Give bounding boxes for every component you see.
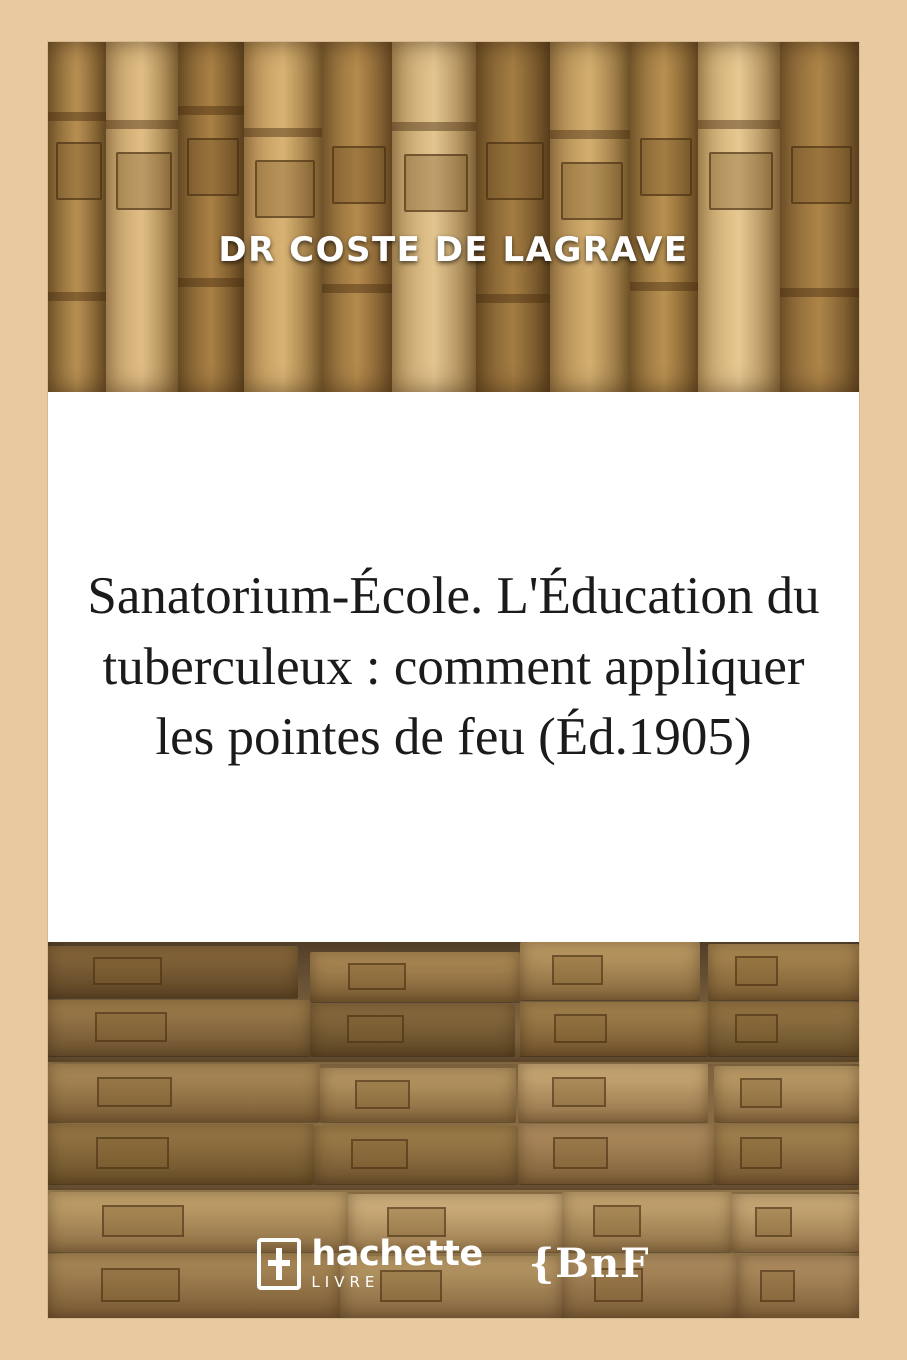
book-label (351, 1139, 408, 1170)
spine-label (116, 152, 172, 210)
book-label (102, 1205, 184, 1237)
book-label (735, 956, 778, 986)
book-label (755, 1207, 792, 1238)
book-spine (392, 42, 476, 392)
book-label (552, 955, 603, 986)
spine-label (404, 154, 468, 212)
spine-label (255, 160, 315, 218)
spine-label (332, 146, 386, 204)
book-spine (244, 42, 322, 392)
spine-band (178, 106, 244, 115)
stacked-book (310, 1004, 515, 1056)
stacked-book (714, 1066, 859, 1122)
spine-label (56, 142, 102, 200)
spine-band (322, 284, 392, 293)
book-title: Sanatorium-École. L'Éducation du tuberculeux : comment appliquer les pointes de feu (Éd.1905) (87, 567, 820, 767)
author-name: DR COSTE DE LAGRAVE (218, 230, 689, 270)
book-label (97, 1077, 172, 1108)
book-shelf-row (48, 942, 859, 1062)
stacked-book (48, 946, 298, 998)
spine-label (187, 138, 239, 196)
book-spine (322, 42, 392, 392)
spine-band (698, 120, 780, 129)
book-label (552, 1077, 605, 1108)
publisher-logos (48, 1234, 859, 1291)
book-label (735, 1014, 778, 1043)
stacked-book (314, 1126, 518, 1184)
spine-band (780, 288, 859, 297)
book-label (348, 963, 407, 990)
book-label (740, 1078, 782, 1108)
spine-label (791, 146, 852, 204)
spine-band (630, 282, 698, 291)
hachette-livre-logo (257, 1234, 483, 1291)
book-shelf-row (48, 1064, 859, 1190)
book-label (96, 1137, 169, 1169)
stacked-book (520, 1002, 708, 1056)
book-label (355, 1080, 410, 1109)
book-label (553, 1137, 608, 1169)
spine-label (486, 142, 543, 200)
stacked-book (708, 944, 859, 1000)
book-label (387, 1207, 447, 1238)
stacked-book (714, 1124, 859, 1184)
book-spine (476, 42, 550, 392)
book-spine (48, 42, 106, 392)
hachette-wordmark (311, 1234, 483, 1291)
spine-band (106, 120, 178, 129)
book-label (554, 1014, 607, 1043)
spine-band (392, 122, 476, 131)
bnf-logo-icon: {BnF (528, 1240, 650, 1287)
cover-photo-top (48, 42, 859, 392)
spine-band (476, 294, 550, 303)
book-spine (630, 42, 698, 392)
book-label (740, 1137, 782, 1169)
stacked-book (518, 1124, 714, 1184)
cover-photo-bottom (48, 942, 859, 1318)
hachette-livre-subtitle: LIVRE (311, 1273, 380, 1291)
spine-band (178, 278, 244, 287)
book-label (593, 1205, 641, 1237)
book-label (95, 1012, 167, 1042)
book-spine (106, 42, 178, 392)
spine-label (709, 152, 772, 210)
book-spine (178, 42, 244, 392)
stacked-book (320, 1068, 516, 1122)
stacked-book (520, 942, 700, 1000)
book-cover (48, 42, 859, 1318)
spine-band (244, 128, 322, 137)
book-spine (780, 42, 859, 392)
book-label (347, 1015, 404, 1043)
title-panel (48, 392, 859, 942)
spine-band (48, 112, 106, 121)
stacked-book (708, 1002, 859, 1056)
hachette-name: hachette (311, 1234, 483, 1274)
spine-band (550, 130, 630, 139)
stacked-book (48, 1124, 314, 1184)
spine-band (48, 292, 106, 301)
book-spine (698, 42, 780, 392)
stacked-book (48, 1000, 310, 1056)
book-spine (550, 42, 630, 392)
spine-label (640, 138, 693, 196)
stacked-book (310, 952, 520, 1002)
spine-label (561, 162, 623, 220)
stacked-book (48, 1064, 320, 1122)
book-label (93, 957, 162, 985)
stacked-book (518, 1064, 708, 1122)
hachette-h-logo-icon (257, 1238, 301, 1290)
